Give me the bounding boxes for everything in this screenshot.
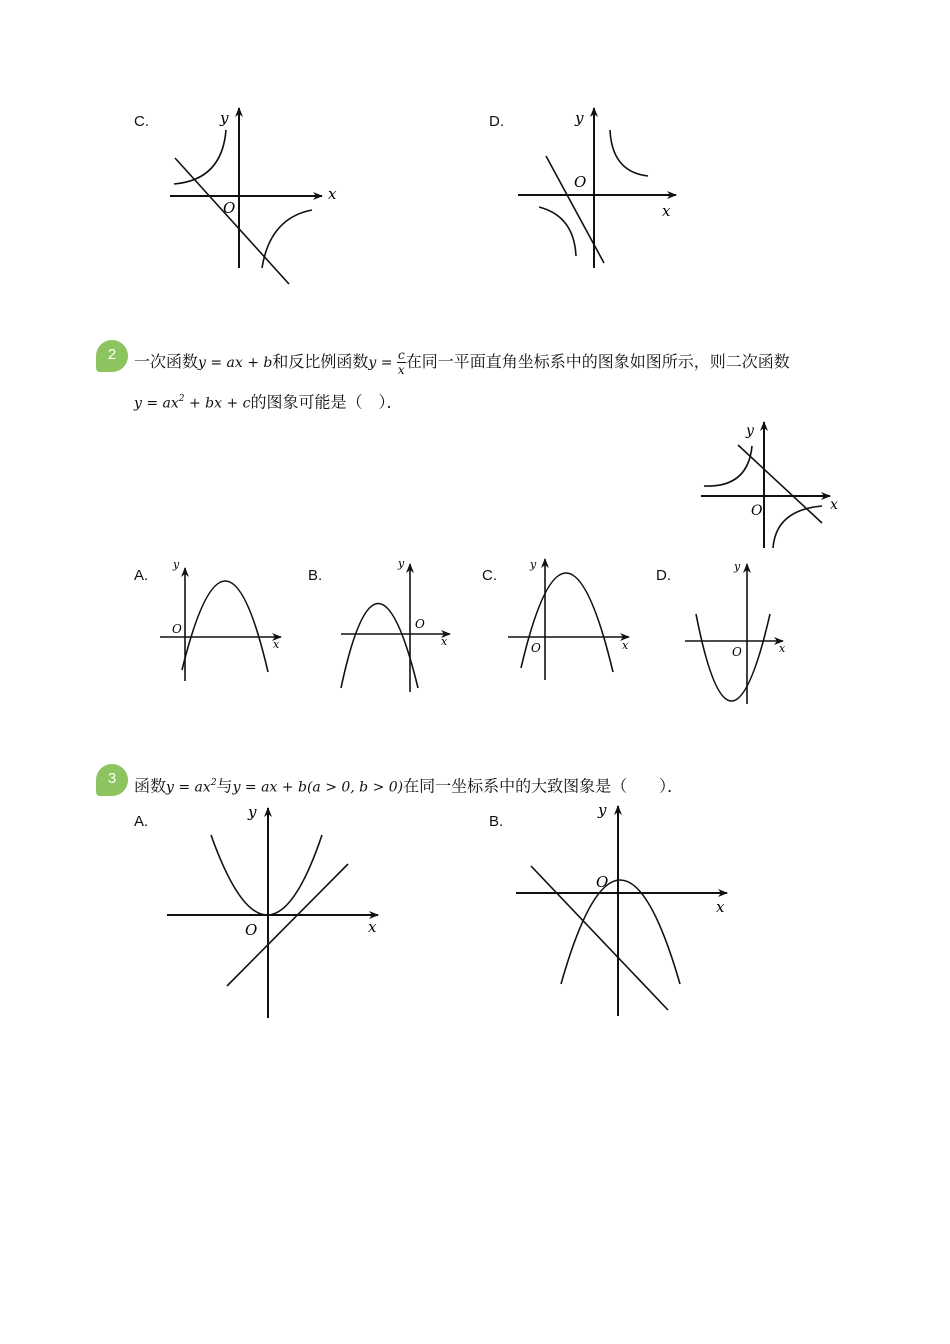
option-c-label: C.	[134, 113, 149, 130]
q2-text: 的图象可能是（ ）．	[250, 392, 403, 412]
y-label: y	[598, 801, 607, 819]
origin-label: O	[596, 873, 609, 891]
q3-math: y = ax	[166, 779, 211, 796]
origin-label: O	[751, 503, 763, 519]
origin-label: O	[574, 173, 587, 191]
question-number-badge: 2	[96, 340, 128, 372]
x-label: x	[662, 202, 671, 220]
parabola	[561, 880, 680, 984]
q3-math-superscript: 2	[210, 778, 217, 788]
x-label: x	[328, 185, 337, 203]
fraction-denominator: x	[397, 363, 405, 377]
q2-math: y =	[368, 355, 397, 371]
origin-label: O	[415, 617, 425, 631]
y-label: y	[734, 560, 741, 573]
y-label: y	[746, 423, 754, 439]
q3-option-a-label: A.	[134, 813, 149, 830]
q2-text: 在同一平面直角坐标系中的图象如图所示，则二次函数	[405, 352, 790, 371]
origin-label: O	[223, 199, 236, 217]
q2-text: 一次函数	[134, 352, 199, 371]
origin-label: O	[732, 645, 742, 659]
q3-text: 与	[216, 776, 233, 796]
fraction-numerator: c	[397, 348, 405, 362]
x-label: x	[622, 639, 629, 652]
y-label: y	[248, 803, 257, 821]
q2-option-b-label: B.	[308, 567, 323, 584]
x-label: x	[273, 638, 280, 651]
x-label: x	[716, 898, 725, 916]
x-label: x	[368, 918, 377, 936]
y-label: y	[398, 557, 405, 570]
q2-option-a-label: A.	[134, 567, 149, 584]
q2-math: y = ax	[134, 395, 179, 412]
y-label: y	[530, 558, 537, 571]
y-label: y	[173, 558, 180, 571]
q2-math: + bx + c	[184, 395, 251, 412]
q3-option-b-label: B.	[489, 813, 504, 830]
graph-q3-option-b	[516, 801, 727, 1016]
graph-q3-option-a	[167, 803, 378, 1018]
option-d-label: D.	[489, 113, 504, 130]
question-number-badge: 3	[96, 764, 128, 796]
origin-label: O	[245, 921, 258, 939]
q2-math: y = ax + b	[198, 355, 273, 371]
x-label: x	[441, 635, 448, 648]
origin-label: O	[172, 622, 182, 636]
parabola	[211, 835, 322, 915]
origin-label: O	[531, 641, 541, 655]
x-label: x	[779, 642, 786, 655]
q2-text: 和反比例函数	[272, 352, 369, 371]
y-label: y	[575, 109, 584, 127]
q3-text: 函数	[134, 776, 167, 796]
q3-math: y = ax + b(a > 0, b > 0)	[232, 779, 404, 796]
q3-text: 在同一坐标系中的大致图象是（ ）．	[403, 776, 684, 796]
q2-math-superscript: 2	[178, 394, 185, 404]
y-label: y	[220, 109, 229, 127]
x-label: x	[830, 497, 838, 513]
q2-option-c-label: C.	[482, 567, 497, 584]
q2-option-d-label: D.	[656, 567, 671, 584]
